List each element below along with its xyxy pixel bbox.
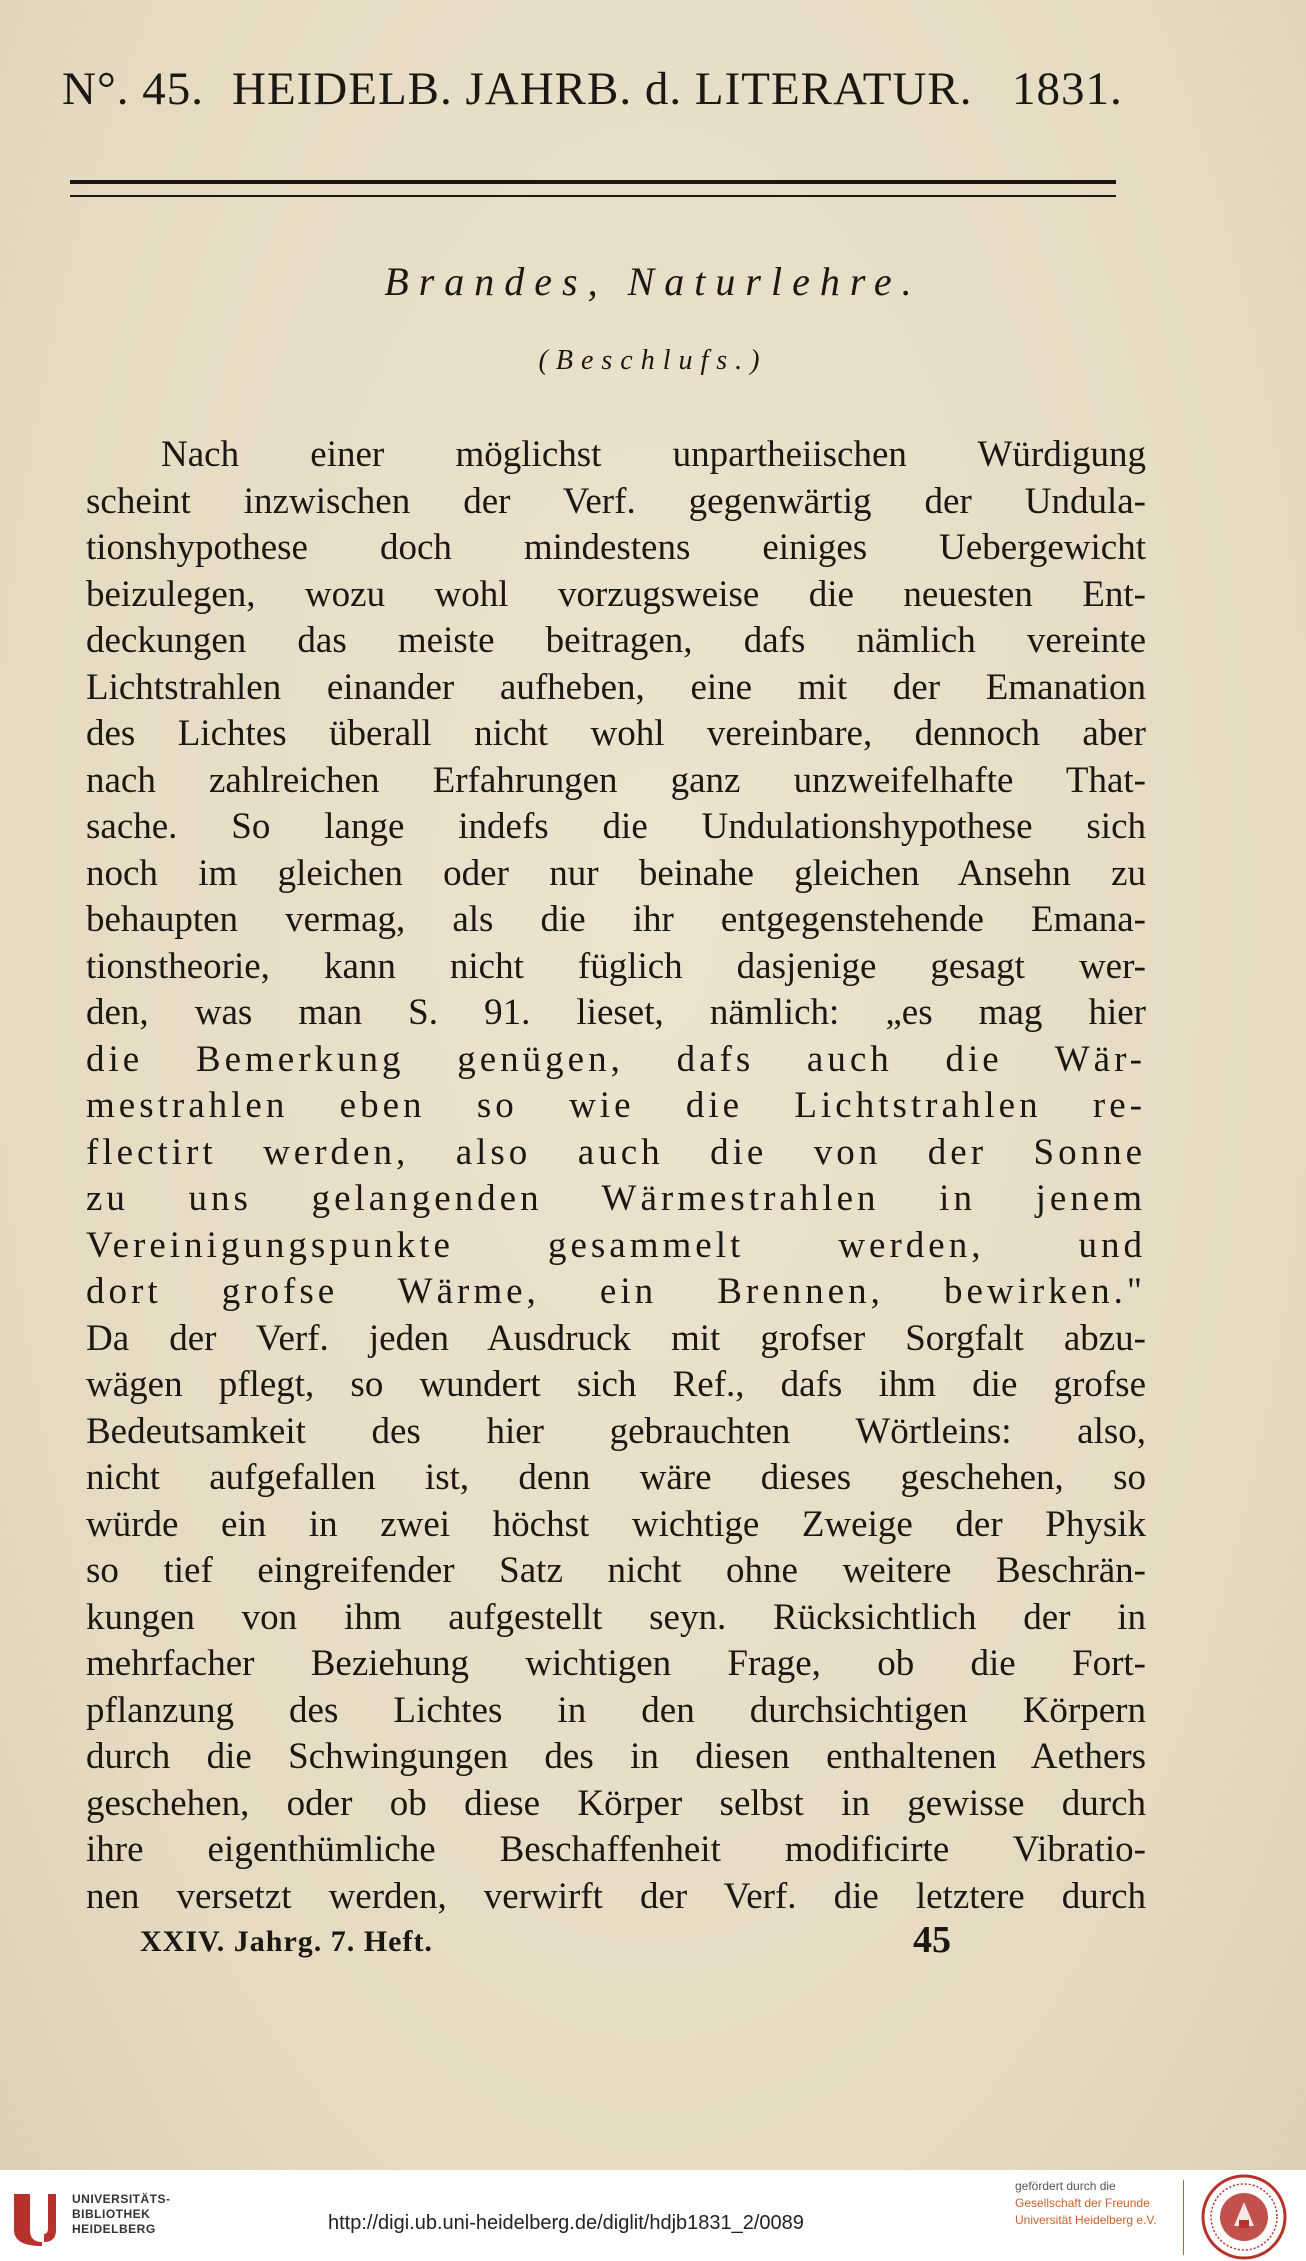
text-line: tionshypothese doch mindestens einiges Uebergewicht [86,527,1146,568]
text-line-spaced: dort grofse Wärme, ein Brennen, bewirken." [86,1271,1146,1312]
article-body [86,432,1146,1920]
sponsor-lead: gefördert durch die [1015,2179,1116,2193]
text-line: würde ein in zwei höchst wichtige Zweige der Physik [86,1503,1146,1545]
article-subtitle: (Beschlufs.) [538,345,768,376]
text-line: so tief eingreifender Satz nicht ohne weitere Beschrän- [86,1550,1146,1591]
text-line: geschehen, oder ob diese Körper selbst in gewisse durch [86,1782,1146,1824]
text-line-spaced: Vereinigungspunkte gesammelt werden, und [86,1224,1146,1266]
header-year: 1831. [1012,63,1123,115]
text-line: Nach einer möglichst unpartheiischen Würdigung [161,434,1146,475]
article-title: Brandes, Naturlehre. [384,259,922,304]
header-rule-thin [70,195,1116,197]
header-rule-thick [70,180,1116,184]
text-line: ihre eigenthümliche Beschaffenheit modificirte Vibratio- [86,1829,1146,1870]
text-line: pflanzung des Lichtes in den durchsichtigen Körpern [86,1689,1146,1731]
text-line: durch die Schwingungen des in diesen enthaltenen Aethers [86,1736,1146,1777]
text-line: kungen von ihm aufgestellt seyn. Rücksichtlich der in [86,1596,1146,1638]
text-line: tionstheorie, kann nicht füglich dasjenige gesagt wer- [86,945,1146,987]
page-number: 45 [913,1919,951,1961]
text-line: des Lichtes überall nicht wohl vereinbare, dennoch aber [86,713,1146,754]
signature-mark: XXIV. Jahrg. 7. Heft. [140,1925,433,1958]
sponsor-divider [1183,2180,1184,2255]
text-line: noch im gleichen oder nur beinahe gleichen Ansehn zu [86,852,1146,894]
text-line: sache. So lange indefs die Undulationshypothese sich [86,806,1146,847]
text-line-spaced: die Bemerkung genügen, dafs auch die Wär- [86,1038,1146,1080]
text-line: nicht aufgefallen ist, denn wäre dieses geschehen, so [86,1457,1146,1498]
text-line: scheint inzwischen der Verf. gegenwärtig der Undula- [86,480,1146,522]
text-line: nach zahlreichen Erfahrungen ganz unzweifelhafte That- [86,759,1146,801]
text-line: deckungen das meiste beitragen, dafs nämlich vereinte [86,620,1146,661]
text-line-spaced: flectirt werden, also auch die von der Sonne [86,1131,1146,1173]
digitization-bar [0,2170,1306,2261]
text-line-spaced: zu uns gelangenden Wärmestrahlen in jenem [86,1178,1146,1219]
journal-title: HEIDELB. JAHRB. d. LITERATUR. [232,63,973,115]
text-line: behaupten vermag, als die ihr entgegenstehende Emana- [86,899,1146,940]
library-name-line: UNIVERSITÄTS- [72,2192,171,2206]
text-line: mehrfacher Beziehung wichtigen Frage, ob die Fort- [86,1643,1146,1684]
library-logo-icon[interactable] [10,2190,60,2246]
issue-number: N°. 45. [62,63,204,115]
text-line: nen versetzt werden, verwirft der Verf. die letztere durch [86,1875,1146,1917]
permalink-url[interactable]: http://digi.ub.uni-heidelberg.de/diglit/hdjb1831_2/0089 [328,2212,804,2234]
sponsor-org-line: Universität Heidelberg e.V. [1015,2213,1157,2227]
text-line: beizulegen, wozu wohl vorzugsweise die neuesten Ent- [86,573,1146,615]
text-line: Lichtstrahlen einander aufheben, eine mit der Emanation [86,666,1146,708]
library-name-line: BIBLIOTHEK [72,2207,151,2221]
library-name-line: HEIDELBERG [72,2222,156,2236]
sponsor-org-line: Gesellschaft der Freunde [1015,2196,1150,2210]
university-seal-icon [1201,2174,1287,2260]
text-line: Da der Verf. jeden Ausdruck mit grofser Sorgfalt abzu- [86,1317,1146,1359]
running-header [62,62,1142,122]
text-line: Bedeutsamkeit des hier gebrauchten Wörtleins: also, [86,1410,1146,1452]
library-name[interactable] [72,2192,171,2237]
sponsor-credit[interactable] [1015,2178,1173,2229]
text-line: den, was man S. 91. lieset, nämlich: „es mag hier [86,992,1146,1033]
text-line: wägen pflegt, so wundert sich Ref., dafs ihm die grofse [86,1364,1146,1405]
text-line-spaced: mestrahlen eben so wie die Lichtstrahlen re- [86,1085,1146,1126]
